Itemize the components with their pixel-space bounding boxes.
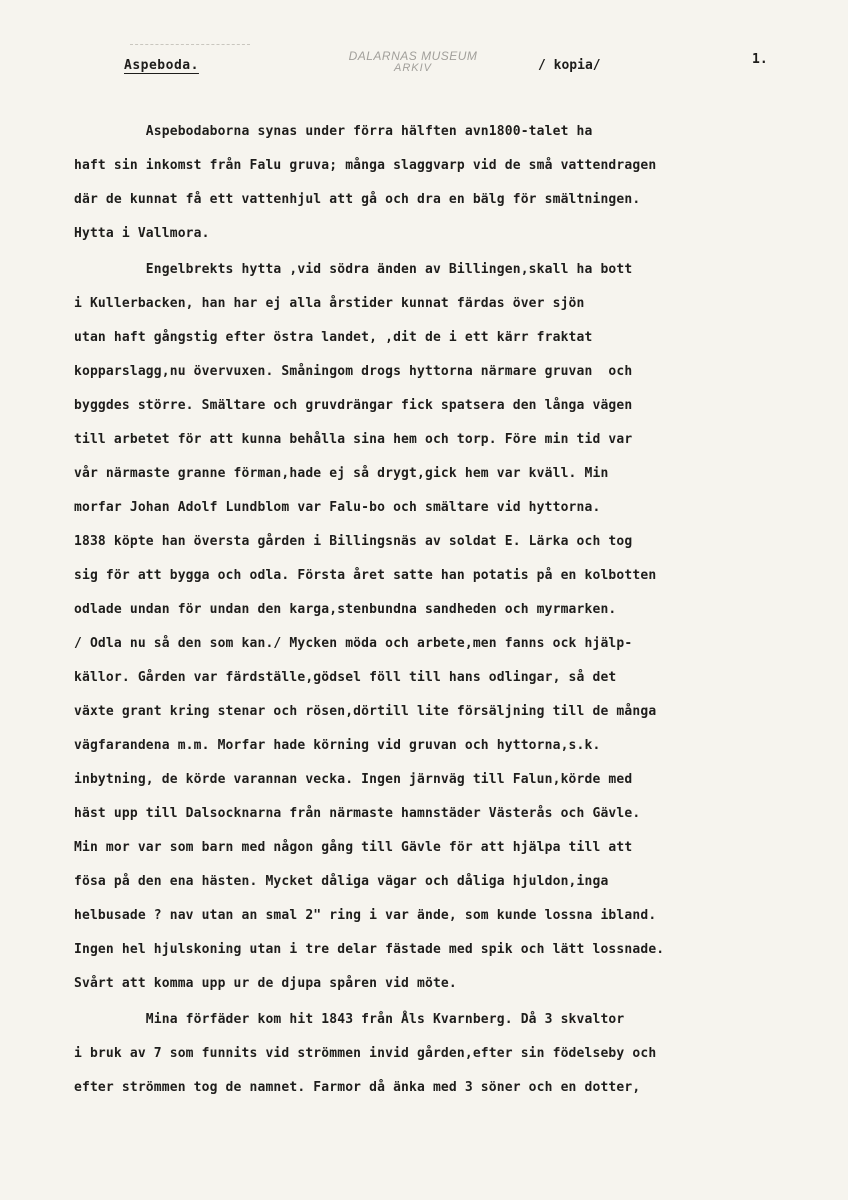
text-line: Aspebodaborna synas under förra hälften avn1800-talet ha <box>74 124 593 139</box>
text-line: fösa på den ena hästen. Mycket dåliga vägar och dåliga hjuldon,inga <box>74 874 609 889</box>
text-line: sig för att bygga och odla. Första året satte han potatis på en kolbotten <box>74 568 657 583</box>
stamp-line-2: ARKIV <box>393 62 432 74</box>
text-line: vår närmaste granne förman,hade ej så drygt,gick hem var kväll. Min <box>74 466 609 481</box>
text-line: till arbetet för att kunna behålla sina hem och torp. Före min tid var <box>74 432 633 447</box>
copy-mark: / kopia/ <box>538 58 601 73</box>
document-title: Aspeboda. <box>124 58 199 73</box>
text-line: helbusade ? nav utan an smal 2" ring i var ände, som kunde lossna ibland. <box>74 908 657 923</box>
text-line: haft sin inkomst från Falu gruva; många slaggvarp vid de små vattendragen <box>74 158 657 173</box>
text-line: källor. Gården var färdställe,gödsel föll till hans odlingar, så det <box>74 670 617 685</box>
text-line: vägfarandena m.m. Morfar hade körning vid gruvan och hyttorna,s.k. <box>74 738 601 753</box>
text-line: Svårt att komma upp ur de djupa spåren vid möte. <box>74 976 457 991</box>
stamp-line-1: DALARNAS MUSEUM <box>348 49 478 63</box>
text-line: morfar Johan Adolf Lundblom var Falu-bo och smältare vid hyttorna. <box>74 500 601 515</box>
text-line: växte grant kring stenar och rösen,dörtill lite försäljning till de många <box>74 704 657 719</box>
text-line: odlade undan för undan den karga,stenbundna sandheden och myrmarken. <box>74 602 617 617</box>
text-line: häst upp till Dalsocknarna från närmaste hamnstäder Västerås och Gävle. <box>74 806 641 821</box>
text-line: inbytning, de körde varannan vecka. Ingen järnväg till Falun,körde med <box>74 772 633 787</box>
text-line: där de kunnat få ett vattenhjul att gå och dra en bälg för smältningen. <box>74 192 641 207</box>
text-line: Engelbrekts hytta ,vid södra änden av Billingen,skall ha bott <box>74 262 633 277</box>
text-line: kopparslagg,nu övervuxen. Småningom drogs hyttorna närmare gruvan och <box>74 364 633 379</box>
text-line: 1838 köpte han översta gården i Billingsnäs av soldat E. Lärka och tog <box>74 534 633 549</box>
faint-dash-line <box>130 44 250 45</box>
text-line: byggdes större. Smältare och gruvdrängar fick spatsera den långa vägen <box>74 398 633 413</box>
archive-stamp <box>318 50 508 74</box>
text-line: Mina förfäder kom hit 1843 från Åls Kvarnberg. Då 3 skvaltor <box>74 1012 625 1027</box>
text-line: / Odla nu så den som kan./ Mycken möda och arbete,men fanns ock hjälp- <box>74 636 633 651</box>
text-line: Ingen hel hjulskoning utan i tre delar fästade med spik och lätt lossnade. <box>74 942 665 957</box>
page-number: 1. <box>752 52 768 67</box>
text-line: Hytta i Vallmora. <box>74 226 210 241</box>
text-line: efter strömmen tog de namnet. Farmor då änka med 3 söner och en dotter, <box>74 1080 641 1095</box>
text-line: i bruk av 7 som funnits vid strömmen invid gården,efter sin födelseby och <box>74 1046 657 1061</box>
text-line: i Kullerbacken, han har ej alla årstider kunnat färdas över sjön <box>74 296 585 311</box>
text-line: Min mor var som barn med någon gång till Gävle för att hjälpa till att <box>74 840 633 855</box>
text-line: utan haft gångstig efter östra landet, ,dit de i ett kärr fraktat <box>74 330 593 345</box>
